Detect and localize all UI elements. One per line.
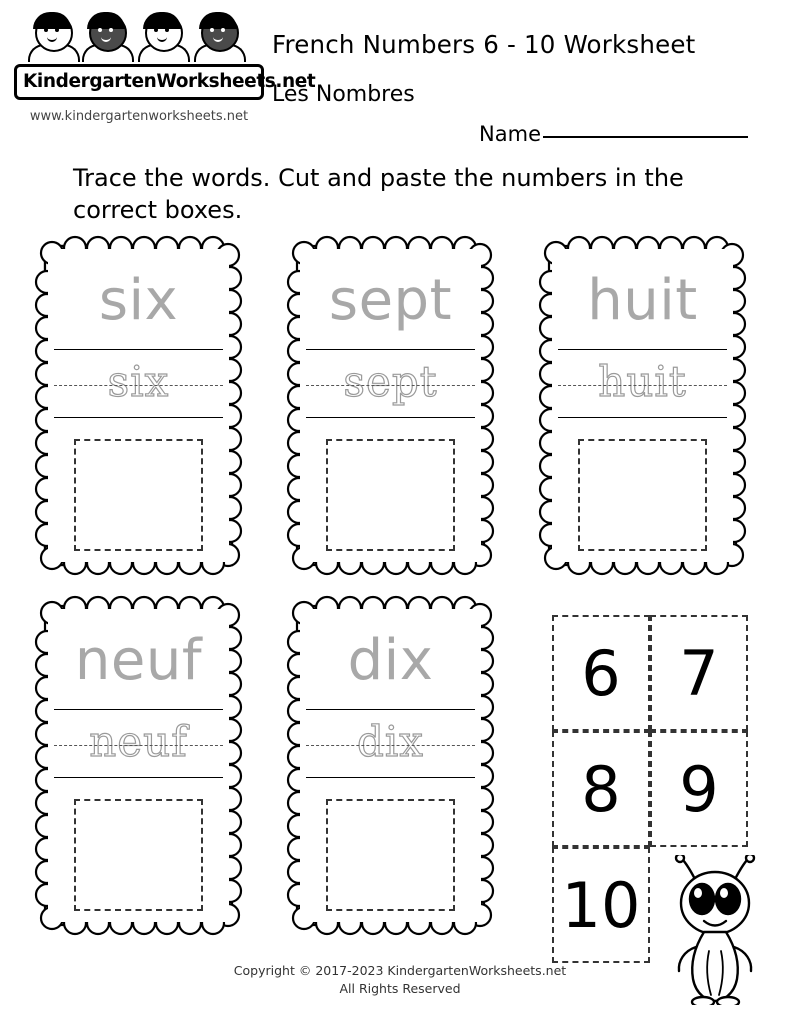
card-top-rule [306, 349, 475, 350]
card-word-outline: huit [587, 268, 698, 333]
card-bottom-rule [54, 777, 223, 778]
page-subtitle: Les Nombres [272, 82, 415, 107]
card-dashed-rule [558, 385, 727, 386]
card-word-outline: dix [347, 628, 434, 693]
kids-illustration-icon [26, 14, 262, 62]
page-title: French Numbers 6 - 10 Worksheet [272, 30, 696, 59]
card-word-outline: six [98, 268, 179, 333]
card-content [48, 249, 229, 562]
kid-figure-3 [136, 14, 188, 62]
card-top-rule [306, 709, 475, 710]
logo-wordmark-text: KindergartenWorksheets.net [23, 71, 316, 92]
card-dashed-rule [54, 385, 223, 386]
paste-box[interactable] [74, 439, 203, 551]
word-card [536, 233, 749, 578]
kid-figure-1 [26, 14, 78, 62]
paste-box[interactable] [326, 799, 455, 911]
number-cutout[interactable]: 7 [650, 615, 748, 731]
paste-box[interactable] [326, 439, 455, 551]
card-word-trace[interactable]: sept [343, 357, 438, 406]
site-url: www.kindergartenworksheets.net [29, 109, 249, 124]
card-top-rule [54, 349, 223, 350]
word-card [284, 593, 497, 938]
card-word-trace[interactable]: neuf [89, 717, 188, 766]
card-dashed-rule [306, 385, 475, 386]
card-bottom-rule [54, 417, 223, 418]
logo-wordmark [14, 64, 316, 100]
number-cutout[interactable]: 10 [552, 847, 650, 963]
card-word-trace[interactable]: six [107, 357, 170, 406]
number-cutout[interactable]: 8 [552, 731, 650, 847]
card-content [300, 249, 481, 562]
copyright-text: Copyright © 2017-2023 KindergartenWorksheets.net [233, 963, 567, 978]
site-logo [14, 14, 316, 124]
card-content [48, 609, 229, 922]
name-write-line[interactable] [543, 136, 748, 138]
kid-figure-4 [192, 14, 244, 62]
card-bottom-rule [306, 777, 475, 778]
card-word-trace[interactable]: huit [598, 357, 687, 406]
card-bottom-rule [306, 417, 475, 418]
card-dashed-rule [54, 745, 223, 746]
page-header [0, 0, 800, 150]
name-field-row [479, 122, 748, 146]
card-word-outline: neuf [74, 628, 203, 693]
card-dashed-rule [306, 745, 475, 746]
number-cutout[interactable]: 9 [650, 731, 748, 847]
page-footer [0, 962, 800, 998]
paste-box[interactable] [74, 799, 203, 911]
card-content [552, 249, 733, 562]
rights-text: All Rights Reserved [339, 981, 461, 997]
card-word-trace[interactable]: dix [356, 717, 424, 766]
kid-figure-2 [80, 14, 132, 62]
card-top-rule [54, 709, 223, 710]
name-label: Name [479, 122, 541, 146]
paste-box[interactable] [578, 439, 707, 551]
word-card [32, 593, 245, 938]
instructions-text: Trace the words. Cut and paste the numbers in the correct boxes. [73, 164, 684, 224]
word-card [32, 233, 245, 578]
card-top-rule [558, 349, 727, 350]
card-content [300, 609, 481, 922]
number-cutout[interactable]: 6 [552, 615, 650, 731]
word-card [284, 233, 497, 578]
card-word-outline: sept [328, 268, 453, 333]
card-bottom-rule [558, 417, 727, 418]
